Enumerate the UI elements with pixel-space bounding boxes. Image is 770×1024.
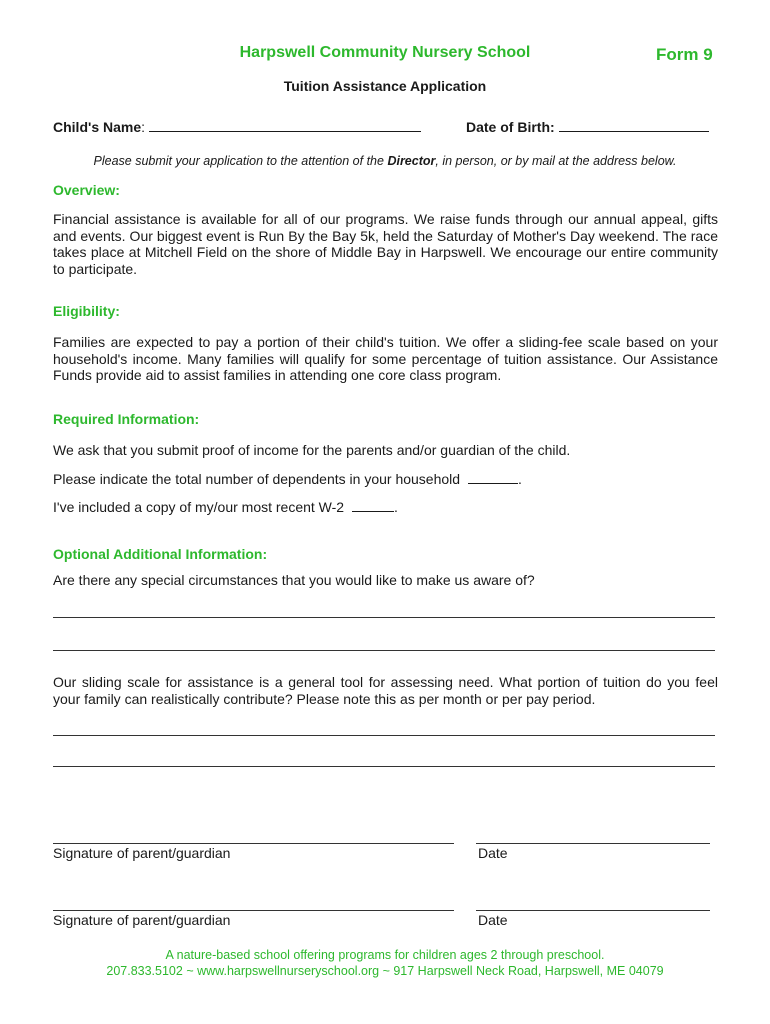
- instruction-emphasis: Director: [387, 154, 436, 168]
- dob-input[interactable]: [559, 119, 709, 132]
- signature-line-2[interactable]: [53, 910, 454, 911]
- eligibility-heading: Eligibility:: [53, 303, 120, 319]
- form-subtitle: Tuition Assistance Application: [283, 78, 487, 94]
- signature-line-1[interactable]: [53, 843, 454, 844]
- footer-contact: 207.833.5102 ~ www.harpswellnurseryschool.org ~ 917 Harpswell Neck Road, Harpswell, ME 04079: [106, 964, 664, 978]
- child-name-field: [53, 119, 421, 135]
- required-info-heading: Required Information:: [53, 411, 200, 427]
- signature-label-2: Signature of parent/guardian: [53, 912, 231, 928]
- eligibility-paragraph: Families are expected to pay a portion of their child's tuition. We offer a sliding-fee scale based on your household's income. Many families will qualify for some percentage of tuition assistance. Our Assistance Funds provide aid to assist families in attending one core class program.: [53, 334, 718, 383]
- signature-label-1: Signature of parent/guardian: [53, 845, 231, 861]
- dependents-period: .: [517, 471, 522, 487]
- proof-of-income-line: We ask that you submit proof of income for the parents and/or guardian of the child.: [53, 442, 571, 458]
- dependents-line: [53, 471, 522, 487]
- dob-field: [466, 119, 709, 135]
- dependents-label: Please indicate the total number of dependents in your household: [53, 471, 461, 487]
- school-name: Harpswell Community Nursery School: [239, 44, 531, 61]
- footer: [0, 947, 770, 979]
- special-circumstances-answer-line-2[interactable]: [53, 650, 715, 651]
- child-name-label: Child's Name: [53, 119, 142, 135]
- date-line-2[interactable]: [476, 910, 710, 911]
- w2-line: [53, 499, 398, 515]
- date-label-1: Date: [478, 845, 508, 861]
- form-number: Form 9: [656, 45, 713, 64]
- contribution-answer-line-2[interactable]: [53, 766, 715, 767]
- special-circumstances-question: Are there any special circumstances that you would like to make us aware of?: [53, 572, 535, 588]
- overview-heading: Overview:: [53, 182, 120, 198]
- w2-input[interactable]: [352, 499, 394, 512]
- dob-label: Date of Birth:: [466, 119, 555, 135]
- dependents-input[interactable]: [468, 471, 518, 484]
- child-name-input[interactable]: [149, 119, 421, 132]
- special-circumstances-answer-line-1[interactable]: [53, 617, 715, 618]
- footer-tagline: A nature-based school offering programs for children ages 2 through preschool.: [165, 948, 605, 962]
- submission-instruction: [0, 154, 770, 168]
- overview-paragraph: Financial assistance is available for all of our programs. We raise funds through our annual appeal, gifts and events. Our biggest event is Run By the Bay 5k, held the Saturday of Mother's Day weekend. The race takes place at Mitchell Field on the shore of Middle Bay in Harpswell. We encourage our entire community to participate.: [53, 211, 718, 277]
- instruction-text-end: , in person, or by mail at the address below.: [435, 154, 677, 168]
- w2-label: I've included a copy of my/our most recent W-2: [53, 499, 345, 515]
- contribution-answer-line-1[interactable]: [53, 735, 715, 736]
- instruction-text-start: Please submit your application to the attention of the: [93, 154, 388, 168]
- optional-info-heading: Optional Additional Information:: [53, 546, 268, 562]
- contribution-question: Our sliding scale for assistance is a general tool for assessing need. What portion of tuition do you feel your family can realistically contribute? Please note this as per month or per pay period.: [53, 674, 718, 707]
- date-line-1[interactable]: [476, 843, 710, 844]
- date-label-2: Date: [478, 912, 508, 928]
- child-name-colon: :: [141, 119, 146, 135]
- w2-period: .: [394, 499, 398, 515]
